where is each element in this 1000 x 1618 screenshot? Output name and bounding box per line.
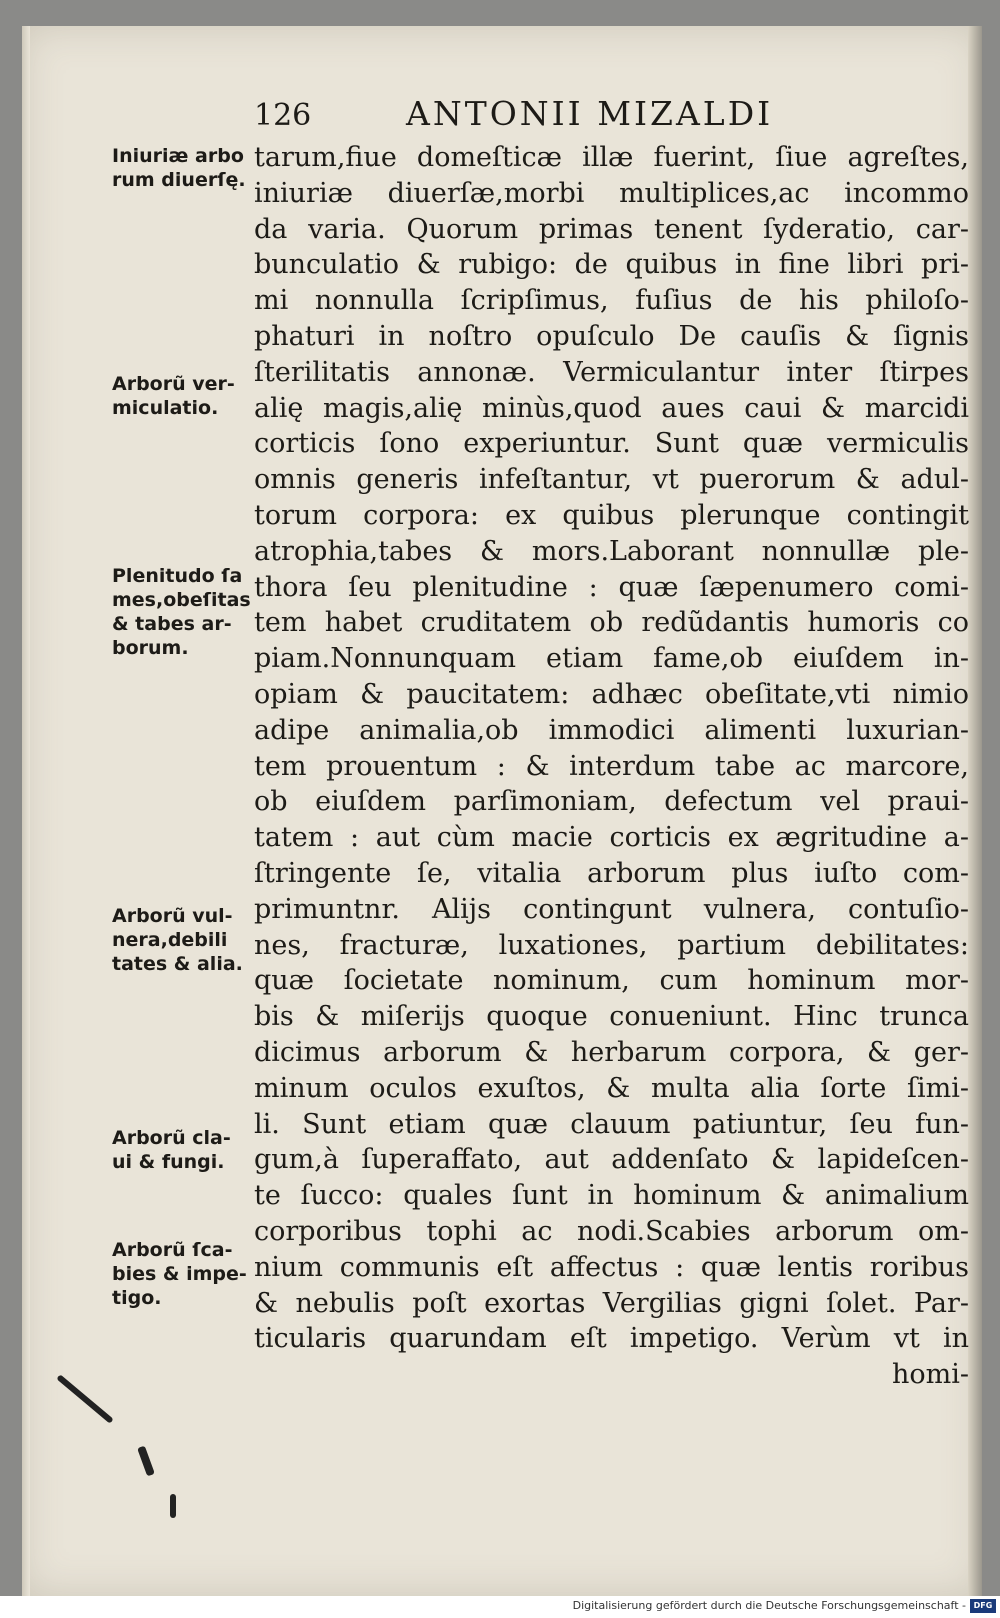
- page-header: [22, 86, 982, 136]
- marginal-line: & tabes ar-: [112, 613, 232, 635]
- text-line: corticis ſono experiuntur. Sunt quæ vermiculis: [254, 428, 969, 460]
- running-head: ANTONII MIZALDI: [406, 94, 774, 133]
- text-line: ſterilitatis annonæ. Vermiculantur inter ſtirpes: [254, 356, 969, 388]
- page-number: 126: [254, 98, 312, 133]
- marginal-line: miculatio.: [112, 397, 219, 419]
- marginal-line: bies & impe-: [112, 1263, 247, 1285]
- marginal-line: Plenitudo ſa: [112, 565, 243, 587]
- text-line: iniuriæ diuerſæ,morbi multiplices,ac incommo: [254, 177, 969, 209]
- marginal-line: Arborũ cla-: [112, 1127, 231, 1149]
- marginal-line: tates & alia.: [112, 953, 243, 975]
- text-line: ob eiuſdem parſimoniam, defectum vel praui-: [254, 786, 969, 818]
- text-line: ticularis quarundam eſt impetigo. Verùm vt in: [254, 1323, 969, 1355]
- text-line: homi-: [891, 1359, 969, 1391]
- marginal-note: [112, 1238, 272, 1310]
- text-line: phaturi in noſtro opuſculo De cauſis & ſignis: [254, 320, 969, 352]
- text-line: & nebulis poſt exortas Vergilias gigni ſolet. Par-: [254, 1287, 969, 1319]
- text-line: tarum,fiue domeſticæ illæ fuerint, ſiue agreſtes,: [254, 142, 969, 173]
- text-line: torum corpora: ex quibus plerunque contingit: [254, 499, 969, 531]
- text-line: omnis generis infeſtantur, vt puerorum & adul-: [254, 464, 969, 496]
- text-line: atrophia,tabes & mors.Laborant nonnullæ ple-: [254, 535, 969, 567]
- marginal-note: [112, 1126, 272, 1174]
- text-line: adipe animalia,ob immodici alimenti luxurian-: [254, 714, 969, 746]
- text-line: thora ſeu plenitudine : quæ ſæpenumero comi-: [254, 571, 969, 603]
- text-line: bis & miſerijs quoque conueniunt. Hinc trunca: [254, 1001, 969, 1033]
- page-gutter: [22, 26, 30, 1596]
- text-line: opiam & paucitatem: adhæc obeſitate,vti nimio: [254, 678, 969, 710]
- marginal-line: Arborũ ver-: [112, 373, 235, 395]
- text-line: nes, fracturæ, luxationes, partium debilitates:: [254, 929, 969, 961]
- marginal-note: [112, 904, 272, 976]
- text-line: bunculatio & rubigo: de quibus in fine libri pri-: [254, 249, 969, 281]
- footer-credit: Digitalisierung gefördert durch die Deutsche Forschungsgemeinschaft -: [572, 1599, 966, 1612]
- marginal-line: rum diuerſę.: [112, 169, 246, 191]
- text-line: alię magis,alię minùs,quod aues caui & marcidi: [254, 392, 969, 424]
- text-line: tem habet cruditatem ob redũdantis humoris co: [254, 607, 969, 639]
- text-line: da varia. Quorum primas tenent ſyderatio, car-: [254, 213, 969, 245]
- text-line: piam.Nonnunquam etiam fame,ob eiuſdem in-: [254, 643, 969, 675]
- text-line: quæ ſocietate nominum, cum hominum mor-: [254, 965, 969, 997]
- marginal-line: Arborũ ſca-: [112, 1239, 233, 1261]
- ink-mark: [137, 1446, 155, 1477]
- marginal-line: Iniuriæ arbo: [112, 145, 244, 167]
- body-text: [254, 140, 969, 1393]
- dfg-logo: DFG: [970, 1599, 996, 1613]
- book-page: [22, 26, 982, 1596]
- text-line: li. Sunt etiam quæ clauum patiuntur, ſeu fun-: [254, 1108, 969, 1140]
- marginal-line: borum.: [112, 637, 189, 659]
- marginal-note: [112, 564, 272, 660]
- text-line: ſtringente ſe, vitalia arborum plus iuſto com-: [254, 857, 969, 889]
- text-line: corporibus tophi ac nodi.Scabies arborum om-: [254, 1215, 969, 1247]
- digitization-footer: [0, 1596, 1000, 1618]
- text-line: primuntnr. Alijs contingunt vulnera, contuſio-: [254, 893, 969, 925]
- text-line: tem prouentum : & interdum tabe ac marcore,: [254, 750, 969, 782]
- page-edge: [968, 26, 982, 1596]
- text-line: te ſucco: quales ſunt in hominum & animalium: [254, 1180, 969, 1212]
- marginal-line: nera,debili: [112, 929, 228, 951]
- marginal-note: [112, 372, 272, 420]
- ink-mark: [170, 1494, 176, 1518]
- marginal-note: [112, 144, 272, 192]
- marginal-line: Arborũ vul-: [112, 905, 233, 927]
- marginal-line: mes,obeſitas: [112, 589, 251, 611]
- marginal-line: tigo.: [112, 1287, 162, 1309]
- text-line: minum oculos exuſtos, & multa alia ſorte ſimi-: [254, 1072, 969, 1104]
- text-line: tatem : aut cùm macie corticis ex ægritudine a-: [254, 822, 969, 854]
- text-line: mi nonnulla ſcripſimus, fuſius de his philoſo-: [254, 285, 969, 317]
- ink-mark: [56, 1374, 113, 1424]
- marginal-line: ui & fungi.: [112, 1151, 225, 1173]
- text-line: nium communis eſt affectus : quæ lentis roribus: [254, 1251, 969, 1283]
- text-line: gum,à ſuperaffato, aut addenſato & lapideſcen-: [254, 1144, 969, 1176]
- text-line: dicimus arborum & herbarum corpora, & ger-: [254, 1036, 969, 1068]
